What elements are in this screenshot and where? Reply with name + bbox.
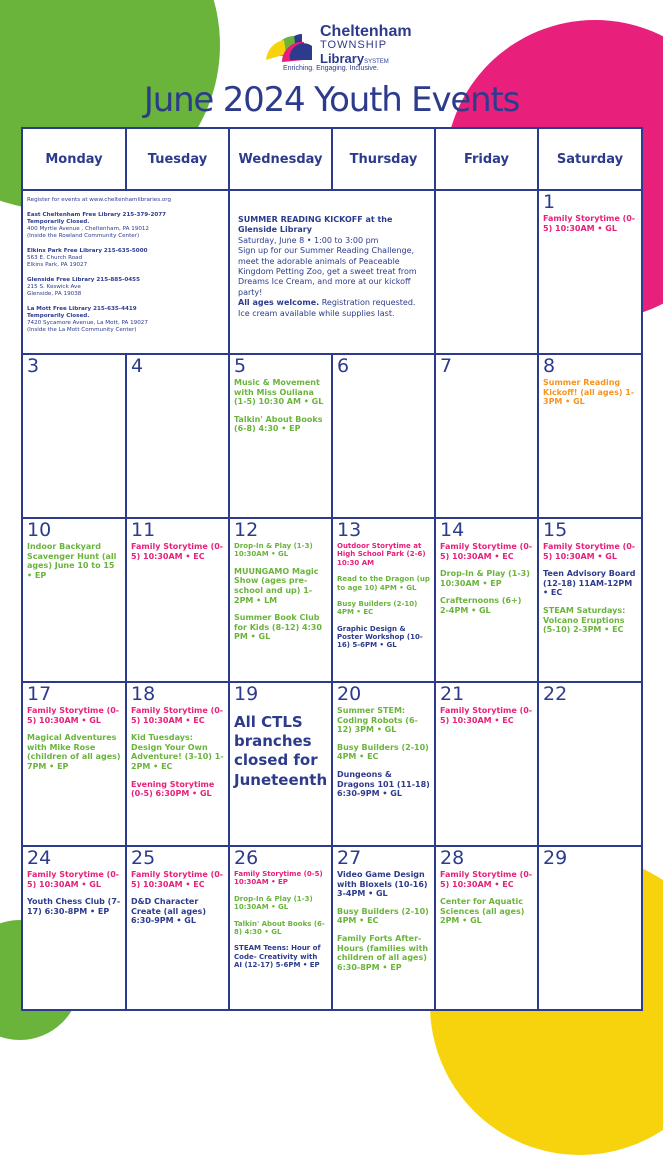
event-item: Busy Builders (2-10) 4PM • EC	[337, 742, 429, 762]
day-number: 24	[27, 847, 52, 869]
kickoff-body: Sign up for our Summer Reading Challenge, meet the adorable animals of Peaceable Kingdom Petting Zoo, get a sweet treat from Dreams Ice Cream, and more at our kickoff party!	[238, 246, 417, 297]
event-item: Crafternoons (6+) 2-4PM • GL	[440, 596, 522, 615]
day-number: 5	[234, 355, 247, 377]
weekday-header-row	[22, 128, 642, 190]
event-item: Dungeons & Dragons 101 (11-18) 6:30-9PM • GL	[337, 769, 430, 799]
day-number: 22	[543, 683, 568, 705]
day-number: 29	[543, 847, 568, 869]
branch-elkins-park	[27, 248, 224, 269]
day-number: 28	[440, 847, 465, 869]
branch-info-cell	[22, 190, 229, 354]
day-number: 20	[337, 683, 362, 705]
branch-address: 7420 Sycamore Avenue, La Mott, PA 19027	[27, 319, 148, 326]
event-item: Family Storytime (0-5) 10:30AM • EC	[440, 541, 533, 561]
day-number: 27	[337, 847, 362, 869]
branch-address: 400 Myrtle Avenue , Cheltenham, PA 19012	[27, 225, 149, 232]
calendar-week-row	[22, 354, 642, 518]
event-item: Family Storytime (0-5) 10:30AM • EC	[440, 869, 533, 889]
day-cell	[126, 846, 229, 1010]
event-item: Summer STEM: Coding Robots (6-12) 3PM • GL	[337, 705, 418, 735]
weekday-header: Saturday	[538, 128, 642, 190]
calendar-table	[21, 127, 643, 1011]
event-item: Center for Aquatic Sciences (all ages) 2PM • GL	[440, 897, 525, 926]
day-number: 8	[543, 355, 556, 377]
day-cell	[22, 354, 126, 518]
event-item: Family Storytime (0-5) 10:30AM • GL	[543, 541, 636, 561]
day-cell	[538, 682, 642, 846]
day-cell	[126, 354, 229, 518]
closure-notice: All CTLS branches closed for Juneteenth	[234, 712, 328, 789]
day-cell	[435, 846, 538, 1010]
event-item: Family Storytime (0-5) 10:30AM • EC	[131, 541, 224, 561]
day-cell	[229, 354, 332, 518]
event-item: Music & Movement with Miss Ouliana (1-5) 10:30 AM • GL	[234, 377, 324, 407]
event-item: Kid Tuesdays: Design Your Own Adventure! (3-10) 1-2PM • EC	[131, 733, 224, 771]
event-item: Family Storytime (0-5) 10:30AM • EP	[234, 869, 323, 887]
day-number: 11	[131, 519, 156, 541]
event-item: Family Storytime (0-5) 10:30AM • EC	[131, 705, 224, 725]
day-cell	[126, 518, 229, 682]
branch-name: La Mott Free Library 215-635-4419	[27, 305, 137, 312]
event-item: Family Storytime (0-5) 10:30AM • GL	[543, 213, 636, 233]
day-cell-empty	[435, 190, 538, 354]
event-item: Teen Advisory Board (12-18) 11AM-12PM • EC	[543, 569, 636, 598]
day-number: 3	[27, 355, 40, 377]
calendar-row-info	[22, 190, 642, 354]
event-item: MUUNGAMO Magic Show (ages pre-school and up) 1-2PM • LM	[234, 566, 319, 605]
day-number: 12	[234, 519, 259, 541]
page-title: June 2024 Youth Events	[143, 80, 520, 120]
logo-line2: TOWNSHIP	[320, 39, 388, 51]
event-item: Family Storytime (0-5) 10:30AM • EC	[131, 869, 224, 889]
branch-name: Elkins Park Free Library 215-635-5000	[27, 247, 148, 254]
logo-tagline: Enriching. Engaging. Inclusive.	[283, 65, 379, 72]
event-item: Video Game Design with Bloxels (10-16) 3-4PM • GL	[337, 869, 428, 899]
branch-address: Glenside, PA 19038	[27, 290, 82, 297]
event-item: Youth Chess Club (7-17) 6:30-8PM • EP	[27, 897, 121, 916]
branch-name: East Cheltenham Free Library 215-379-2077	[27, 211, 167, 218]
event-item: Drop-In & Play (1-3) 10:30AM • GL	[234, 894, 313, 912]
event-item: Summer Book Club for Kids (8-12) 4:30 PM • GL	[234, 613, 322, 642]
weekday-header: Thursday	[332, 128, 435, 190]
day-number: 1	[543, 191, 556, 213]
day-cell	[332, 682, 435, 846]
day-number: 17	[27, 683, 52, 705]
branch-address: 563 E. Church Road	[27, 254, 83, 261]
branch-east	[27, 212, 224, 240]
weekday-header: Wednesday	[229, 128, 332, 190]
day-cell	[435, 354, 538, 518]
event-item: Evening Storytime (0-5) 6:30PM • GL	[131, 779, 215, 799]
logo-line3: Library	[320, 51, 365, 66]
event-item: Indoor Backyard Scavenger Hunt (all ages) June 10 to 15 • EP	[27, 541, 117, 580]
event-item: STEAM Saturdays: Volcano Eruptions (5-10) 2-3PM • EC	[543, 605, 626, 635]
day-cell	[435, 682, 538, 846]
event-item: Busy Builders (2-10) 4PM • EC	[337, 906, 429, 926]
branch-address: (Inside the Rowland Community Center)	[27, 232, 140, 239]
day-number: 7	[440, 355, 453, 377]
branch-closed: Temporarily Closed.	[27, 218, 90, 225]
calendar-week-row	[22, 682, 642, 846]
day-cell	[22, 682, 126, 846]
day-number: 21	[440, 683, 465, 705]
branch-address: (Inside the La Mott Community Center)	[27, 326, 137, 333]
kickoff-all-ages: All ages welcome.	[238, 298, 320, 308]
kickoff-tail: Registration requested. Ice cream available while supplies last.	[238, 298, 416, 318]
calendar-week-row	[22, 518, 642, 682]
day-cell	[229, 846, 332, 1010]
logo-text	[320, 24, 412, 67]
logo-line3b: SYSTEM	[364, 59, 389, 65]
weekday-header: Friday	[435, 128, 538, 190]
day-cell	[435, 518, 538, 682]
day-number: 15	[543, 519, 568, 541]
event-item: Outdoor Storytime at High School Park (2-6) 10:30 AM	[337, 541, 426, 567]
day-cell	[126, 682, 229, 846]
event-item: Family Storytime (0-5) 10:30AM • GL	[27, 705, 120, 725]
event-item: Family Forts After-Hours (families with children of all ages) 6:30-8PM • EP	[337, 933, 429, 972]
branch-glenside	[27, 277, 224, 298]
event-item: Magical Adventures with Mike Rose (children of all ages) 7PM • EP	[27, 733, 121, 771]
kickoff-announcement-cell	[229, 190, 435, 354]
branch-name: Glenside Free Library 215-885-0455	[27, 276, 140, 283]
event-item: Talkin' About Books (6-8) 4:30 • GL	[234, 919, 325, 936]
day-number: 6	[337, 355, 350, 377]
day-number: 10	[27, 519, 52, 541]
branch-la-mott	[27, 306, 224, 334]
weekday-header: Monday	[22, 128, 126, 190]
event-item: Drop-In & Play (1-3) 10:30AM • EP	[440, 569, 530, 588]
day-number: 4	[131, 355, 144, 377]
event-item: Summer Reading Kickoff! (all ages) 1-3PM • GL	[543, 377, 635, 407]
weekday-header: Tuesday	[126, 128, 229, 190]
event-item: Read to the Dragon (up to age 10) 4PM • GL	[337, 575, 430, 592]
day-cell	[538, 190, 642, 354]
calendar-week-row	[22, 846, 642, 1010]
kickoff-title: SUMMER READING KICKOFF at the Glenside Library	[238, 215, 393, 235]
event-item: Busy Builders (2-10) 4PM • EC	[337, 599, 418, 617]
branch-closed: Temporarily Closed.	[27, 312, 90, 319]
event-item: Family Storytime (0-5) 10:30AM • EC	[440, 705, 533, 725]
event-item: STEAM Teens: Hour of Code- Creativity with AI (12-17) 5-6PM • EP	[234, 944, 321, 970]
day-number: 18	[131, 683, 156, 705]
day-number: 26	[234, 847, 259, 869]
day-cell	[332, 518, 435, 682]
branch-address: Elkins Park, PA 19027	[27, 261, 88, 268]
day-cell	[229, 682, 332, 846]
day-cell	[332, 354, 435, 518]
day-number: 13	[337, 519, 362, 541]
event-item: Drop-In & Play (1-3) 10:30AM • GL	[234, 541, 313, 559]
logo-line1: Cheltenham	[320, 23, 412, 40]
day-cell	[22, 518, 126, 682]
day-number: 19	[234, 683, 259, 705]
day-cell	[538, 846, 642, 1010]
event-item: D&D Character Create (all ages) 6:30-9PM • GL	[131, 897, 206, 926]
day-cell	[229, 518, 332, 682]
day-number: 14	[440, 519, 465, 541]
register-link[interactable]: Register for events at www.cheltenhamlibraries.org	[27, 197, 172, 203]
day-cell	[538, 518, 642, 682]
branch-address: 215 S. Keswick Ave	[27, 283, 81, 290]
day-cell	[332, 846, 435, 1010]
day-cell	[22, 846, 126, 1010]
event-item: Family Storytime (0-5) 10:30AM • GL	[27, 869, 120, 889]
day-cell	[538, 354, 642, 518]
event-item: Talkin' About Books (6-8) 4:30 • EP	[234, 414, 323, 434]
kickoff-date: Saturday, June 8 • 1:00 to 3:00 pm	[238, 235, 379, 245]
day-number: 25	[131, 847, 156, 869]
event-item: Graphic Design & Poster Workshop (10-16) 5-6PM • GL	[337, 624, 423, 650]
